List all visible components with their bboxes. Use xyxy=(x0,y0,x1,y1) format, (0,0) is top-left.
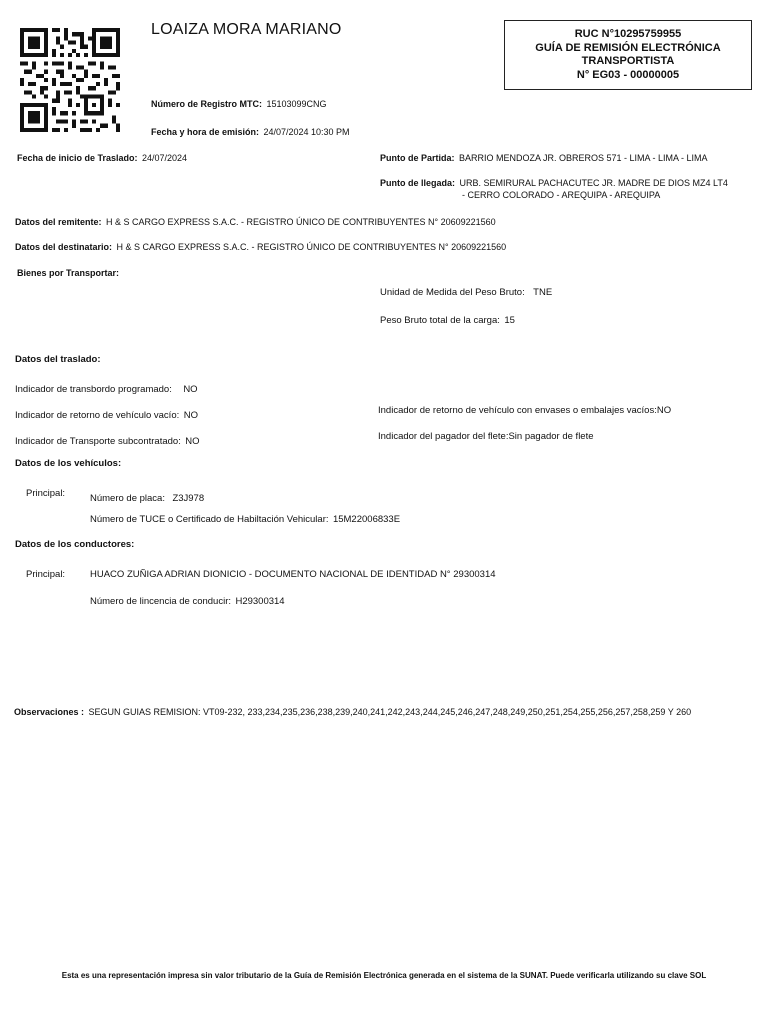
footer-disclaimer: Esta es una representación impresa sin valor tributario de la Guía de Remisión Electrónica generada en el sistema de la SUNAT. Puede verificarla utilizando su clave SOL xyxy=(61,971,707,980)
observaciones-value: SEGUN GUIAS REMISION: VT09-232, 233,234,235,236,238,239,240,241,242,243,244,245,246,247,248,249,250,251,254,255,256,257,258,259 Y 260 xyxy=(88,707,692,717)
licencia-label: Número de lincencia de conducir: xyxy=(90,596,231,607)
retorno-envases-row xyxy=(378,400,671,418)
placa-label: Número de placa: xyxy=(90,493,165,504)
partida-label: Punto de Partida: xyxy=(380,153,455,163)
qr-code xyxy=(20,28,120,132)
observaciones-label: Observaciones : xyxy=(14,707,85,717)
destinatario-label: Datos del destinatario: xyxy=(15,242,113,252)
mtc-row xyxy=(151,94,327,112)
transbordo-row xyxy=(15,379,198,397)
tuce-row xyxy=(90,509,400,527)
vehiculos-title: Datos de los vehículos: xyxy=(15,458,122,469)
unidad-label: Unidad de Medida del Peso Bruto: xyxy=(380,287,525,298)
remitente-value: H & S CARGO EXPRESS S.A.C. - REGISTRO ÚNICO DE CONTRIBUYENTES N° 20609221560 xyxy=(105,217,496,227)
remitente-row xyxy=(15,212,496,230)
mtc-value: 15103099CNG xyxy=(266,99,327,109)
emission-value: 24/07/2024 10:30 PM xyxy=(263,127,350,137)
pagador-value: Sin pagador de flete xyxy=(508,431,594,442)
subcontratado-row xyxy=(15,431,200,449)
destinatario-row xyxy=(15,237,506,255)
traslado-start-row xyxy=(17,148,187,166)
pagador-label: Indicador del pagador del flete: xyxy=(378,431,509,442)
partida-value: BARRIO MENDOZA JR. OBREROS 571 - LIMA - LIMA - LIMA xyxy=(458,153,708,163)
llegada-row xyxy=(380,173,728,191)
llegada-value-line2: - CERRO COLORADO - AREQUIPA - AREQUIPA xyxy=(462,190,661,200)
licencia-value: H29300314 xyxy=(235,596,285,607)
transbordo-value: NO xyxy=(183,384,198,395)
unidad-value: TNE xyxy=(533,287,553,298)
document-type: GUÍA DE REMISIÓN ELECTRÓNICA xyxy=(535,41,721,54)
peso-row xyxy=(380,310,515,328)
datos-traslado-title: Datos del traslado: xyxy=(15,354,101,365)
mtc-label: Número de Registro MTC: xyxy=(151,99,263,109)
placa-row xyxy=(90,488,204,506)
traslado-start-value: 24/07/2024 xyxy=(142,153,188,163)
peso-value: 15 xyxy=(504,315,515,326)
retorno-vacio-value: NO xyxy=(183,410,198,421)
conductor-name: HUACO ZUÑIGA ADRIAN DIONICIO - DOCUMENTO NACIONAL DE IDENTIDAD N° 29300314 xyxy=(90,569,496,580)
retorno-envases-value: NO xyxy=(656,405,672,416)
tuce-value: 15M22006833E xyxy=(332,514,401,525)
subcontratado-label: Indicador de Transporte subcontratado: xyxy=(15,436,181,447)
retorno-vacio-row xyxy=(15,405,198,423)
conductores-title: Datos de los conductores: xyxy=(15,539,135,550)
subcontratado-value: NO xyxy=(185,436,200,447)
vehiculo-principal-label: Principal: xyxy=(26,488,66,499)
transbordo-label: Indicador de transbordo programado: xyxy=(15,384,172,395)
document-number: N° EG03 - 00000005 xyxy=(576,68,680,81)
emission-row xyxy=(151,122,350,140)
pagador-row xyxy=(378,426,594,444)
peso-label: Peso Bruto total de la carga: xyxy=(380,315,500,326)
document-subtype: TRANSPORTISTA xyxy=(581,55,675,67)
traslado-start-label: Fecha de inicio de Traslado: xyxy=(17,153,138,163)
observaciones-row xyxy=(14,702,691,720)
llegada-label: Punto de llegada: xyxy=(380,178,456,188)
partida-row xyxy=(380,148,708,166)
placa-value: Z3J978 xyxy=(172,493,205,504)
company-name: LOAIZA MORA MARIANO xyxy=(151,21,342,38)
conductor-principal-label: Principal: xyxy=(26,569,66,580)
ruc-box xyxy=(504,20,752,90)
tuce-label: Número de TUCE o Certificado de Habiltación Vehicular: xyxy=(90,514,329,525)
remitente-label: Datos del remitente: xyxy=(15,217,102,227)
emission-label: Fecha y hora de emisión: xyxy=(151,127,260,137)
llegada-value-line1: URB. SEMIRURAL PACHACUTEC JR. MADRE DE DIOS MZ4 LT4 xyxy=(459,178,728,188)
retorno-vacio-label: Indicador de retorno de vehículo vacío: xyxy=(15,410,180,421)
unidad-row xyxy=(380,282,552,300)
destinatario-value: H & S CARGO EXPRESS S.A.C. - REGISTRO ÚNICO DE CONTRIBUYENTES N° 20609221560 xyxy=(116,242,507,252)
licencia-row xyxy=(90,591,285,609)
ruc-number: RUC N°10295759955 xyxy=(574,28,682,40)
bienes-title: Bienes por Transportar: xyxy=(17,268,120,278)
retorno-envases-label: Indicador de retorno de vehículo con envases o embalajes vacíos: xyxy=(378,405,657,416)
